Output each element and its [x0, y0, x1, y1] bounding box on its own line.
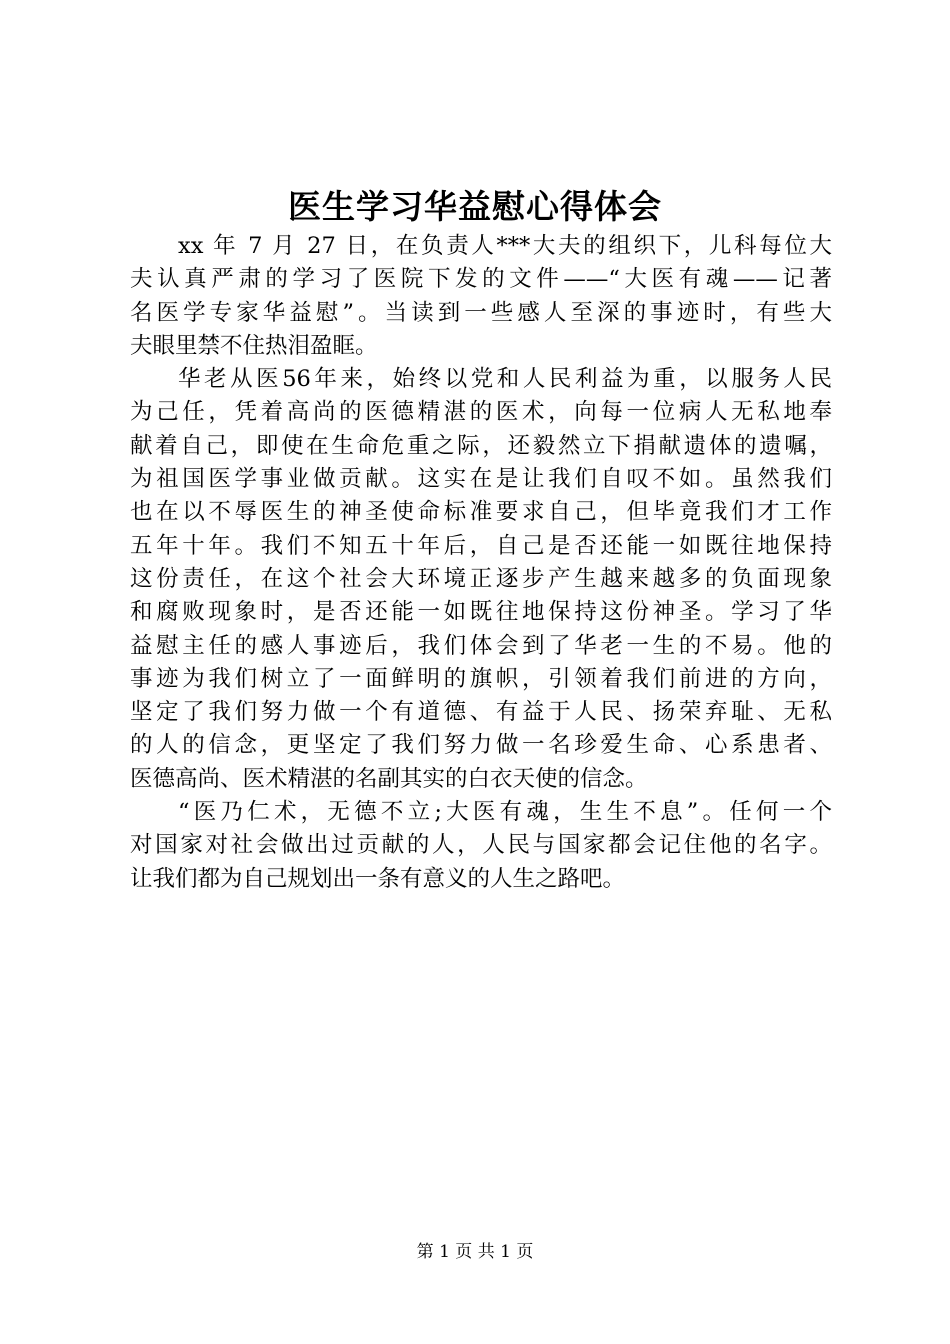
text-line: 坚定了我们努力做一个有道德、有益于人民、扬荣弃耻、无私 [130, 699, 832, 726]
document-body [130, 230, 832, 896]
text-line: 和腐败现象时，是否还能一如既往地保持这份神圣。学习了华 [130, 599, 832, 626]
text-line: 医德高尚、医术精湛的名副其实的白衣天使的信念。 [130, 765, 648, 792]
paragraph [130, 796, 832, 896]
text-line: “医乃仁术，无德不立;大医有魂，生生不息”。任何一个 [178, 799, 832, 826]
text-line: 献着自己，即使在生命危重之际，还毅然立下捐献遗体的遗嘱， [130, 432, 832, 459]
text-line: 五年十年。我们不知五十年后，自己是否还能一如既往地保持 [130, 532, 832, 559]
text-line: 事迹为我们树立了一面鲜明的旗帜，引领着我们前进的方向， [130, 665, 832, 692]
text-line: 夫眼里禁不住热泪盈眶。 [130, 332, 378, 359]
text-line: 的人的信念，更坚定了我们努力做一名珍爱生命、心系患者、 [130, 732, 832, 759]
text-line: 为己任，凭着高尚的医德精湛的医术，向每一位病人无私地奉 [130, 399, 832, 426]
text-line: 也在以不辱医生的神圣使命标准要求自己，但毕竟我们才工作 [130, 499, 832, 526]
text-line: 名医学专家华益慰”。当读到一些感人至深的事迹时，有些大 [130, 299, 832, 326]
text-line: 华老从医56年来，始终以党和人民利益为重，以服务人民 [178, 366, 832, 393]
document-title: 医生学习华益慰心得体会 [288, 187, 662, 226]
text-line: 益慰主任的感人事迹后，我们体会到了华老一生的不易。他的 [130, 632, 832, 659]
text-line: 夫认真严肃的学习了医院下发的文件——“大医有魂——记著 [130, 266, 832, 293]
text-line: 对国家对社会做出过贡献的人，人民与国家都会记住他的名字。 [130, 832, 832, 859]
paragraph [130, 230, 832, 363]
text-line: xx 年 7 月 27 日，在负责人***大夫的组织下，儿科每位大 [178, 233, 832, 259]
text-line: 为祖国医学事业做贡献。这实在是让我们自叹不如。虽然我们 [130, 466, 832, 493]
text-line: 让我们都为自己规划出一条有意义的人生之路吧。 [130, 865, 626, 892]
paragraph [130, 363, 832, 796]
text-line: 这份责任，在这个社会大环境正逐步产生越来越多的负面现象 [130, 565, 832, 592]
page-number-footer: 第 1 页 共 1 页 [416, 1242, 534, 1262]
